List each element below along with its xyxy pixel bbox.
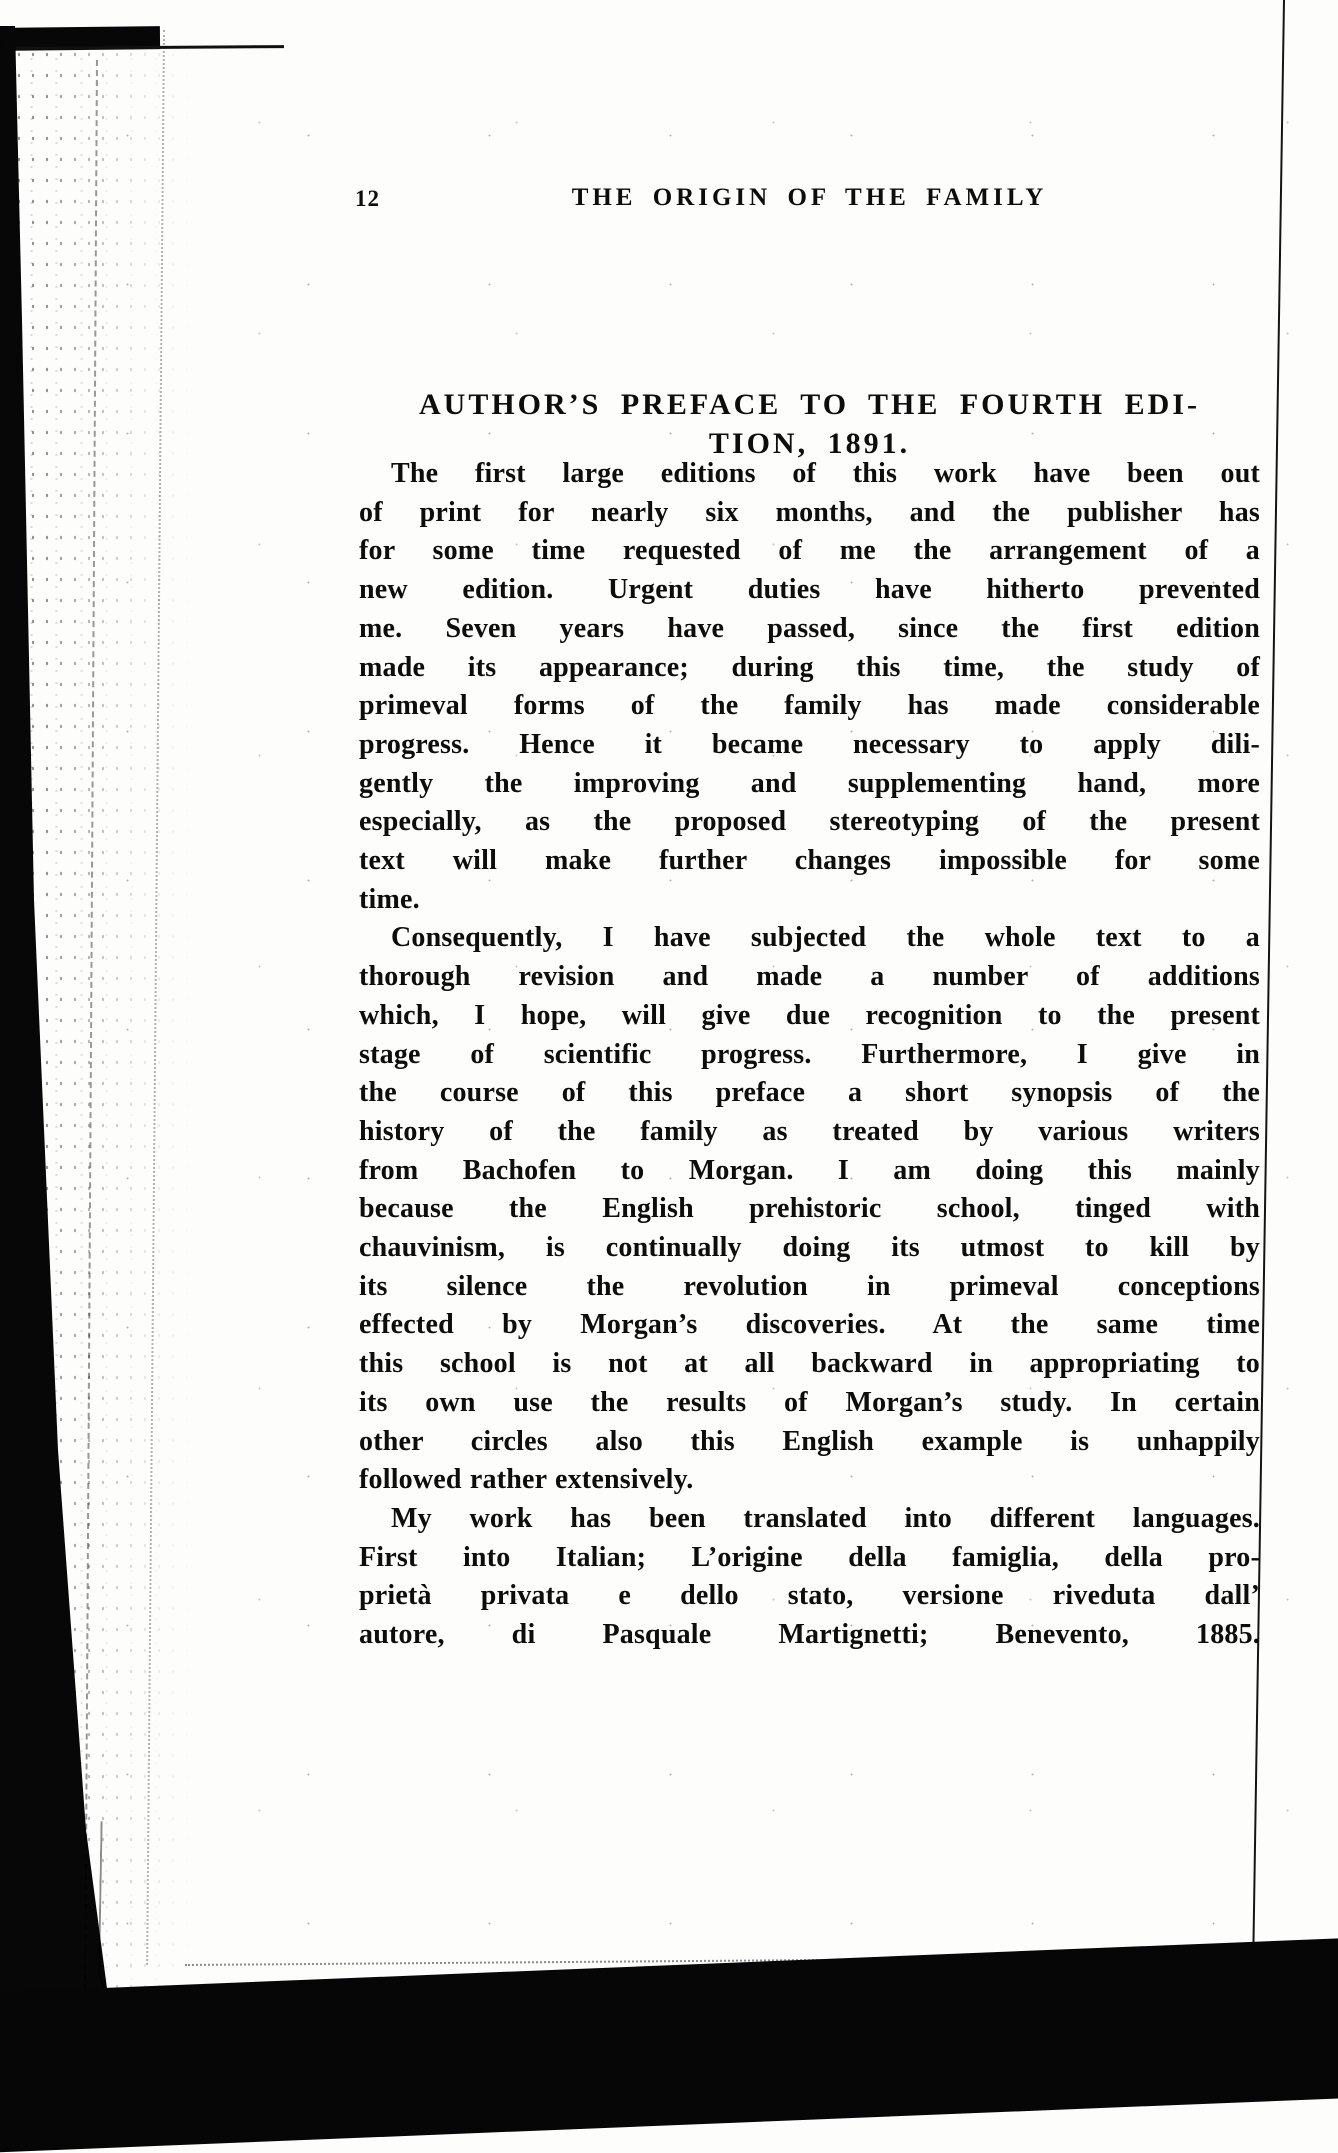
text-line: me. Seven years have passed, since the first edition — [359, 612, 1260, 644]
text-line: prietà privata e dello stato, versione riveduta dall’ — [359, 1580, 1260, 1612]
text-line: the course of this preface a short synopsis of the — [359, 1077, 1260, 1109]
text-line: its own use the results of Morgan’s study. In certain — [359, 1386, 1260, 1418]
section-title — [359, 385, 1260, 463]
text-line: text will make further changes impossible for some — [359, 845, 1260, 877]
text-line: especially, as the proposed stereotyping of the present — [359, 806, 1260, 838]
text-line: stage of scientific progress. Furthermore, I give in — [359, 1038, 1260, 1070]
text-line: effected by Morgan’s discoveries. At the same time — [359, 1309, 1260, 1341]
paragraph-1 — [359, 455, 1260, 919]
text-line: made its appearance; during this time, the study of — [359, 651, 1260, 683]
page-number: 12 — [355, 186, 380, 211]
running-title: THE ORIGIN OF THE FAMILY — [571, 184, 1048, 211]
text-line: from Bachofen to Morgan. I am doing this mainly — [359, 1154, 1260, 1186]
text-line: chauvinism, is continually doing its utmost to kill by — [359, 1232, 1260, 1264]
text-line: this school is not at all backward in appropriating to — [359, 1348, 1260, 1380]
text-line: First into Italian; L’origine della famiglia, della pro- — [359, 1541, 1260, 1573]
text-line: for some time requested of me the arrangement of a — [359, 535, 1260, 567]
text-line: new edition. Urgent duties have hitherto prevented — [359, 574, 1260, 606]
text-line: autore, di Pasquale Martignetti; Benevento, 1885. — [359, 1619, 1260, 1651]
text-line: followed rather extensively. — [359, 1464, 694, 1496]
text-line: My work has been translated into different languages. — [391, 1502, 1260, 1534]
text-line: time. — [359, 883, 420, 915]
section-title-line1: AUTHOR’S PREFACE TO THE FOURTH EDI- — [419, 388, 1200, 421]
page-bottom-left-corner — [97, 1821, 194, 2001]
text-line: history of the family as treated by various writers — [359, 1115, 1260, 1147]
paragraph-3 — [359, 1500, 1260, 1655]
preface-body — [359, 455, 1260, 1655]
text-line: its silence the revolution in primeval conceptions — [359, 1270, 1260, 1302]
text-line: thorough revision and made a number of additions — [359, 961, 1260, 993]
text-line: of print for nearly six months, and the publisher has — [359, 496, 1260, 528]
text-line: gently the improving and supplementing hand, more — [359, 767, 1260, 799]
page-header — [355, 184, 1260, 218]
text-line: progress. Hence it became necessary to apply dili- — [359, 728, 1260, 760]
text-line: which, I hope, will give due recognition to the present — [359, 999, 1260, 1031]
paragraph-2 — [359, 919, 1260, 1500]
text-line: The first large editions of this work have been out — [391, 458, 1260, 489]
section-title-line2: TION, 1891. — [708, 427, 911, 460]
text-line: because the English prehistoric school, tinged with — [359, 1193, 1260, 1225]
text-line: other circles also this English example is unhappily — [359, 1425, 1260, 1457]
text-line: primeval forms of the family has made considerable — [359, 690, 1260, 722]
text-line: Consequently, I have subjected the whole text to a — [391, 922, 1260, 954]
